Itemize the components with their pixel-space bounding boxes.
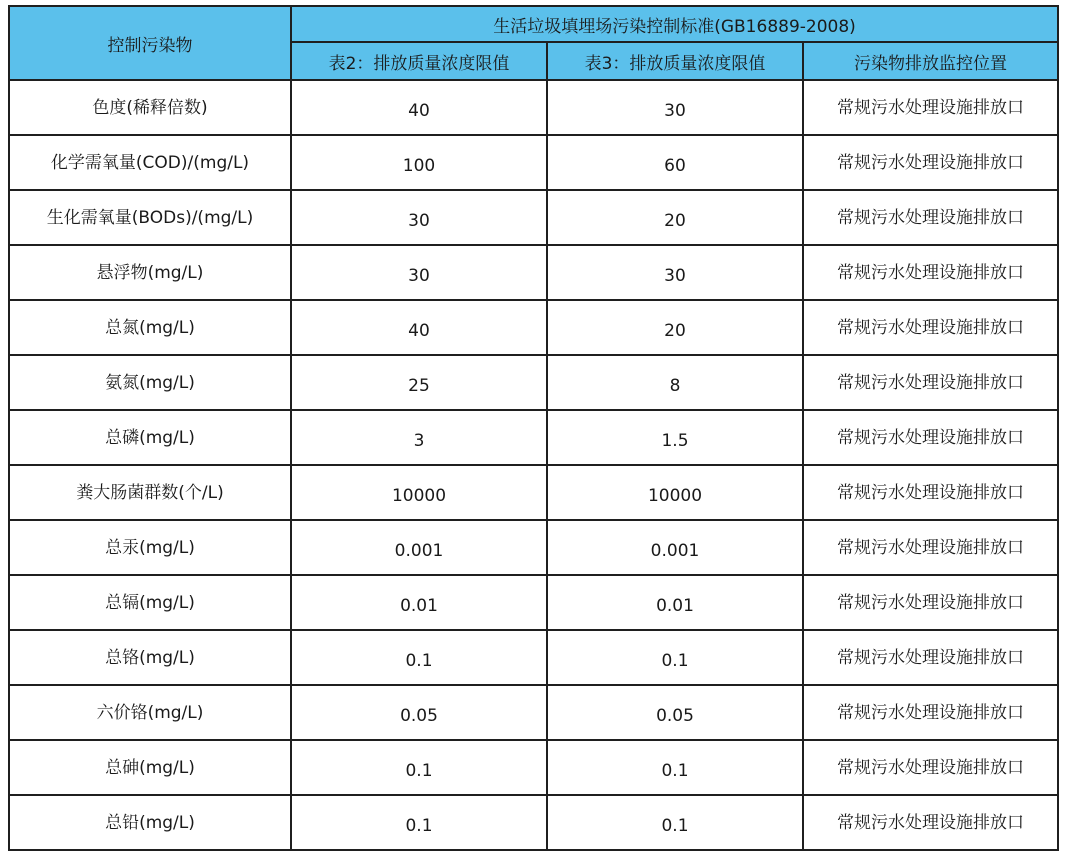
header-row-1 <box>9 6 1058 42</box>
header-monitor-location: 污染物排放监控位置 <box>803 42 1058 80</box>
cell-monitor-location: 常规污水处理设施排放口 <box>803 245 1058 300</box>
header-pollutant: 控制污染物 <box>9 6 291 80</box>
table-row <box>9 300 1058 355</box>
cell-table3-value: 8 <box>547 355 803 410</box>
cell-table2-value: 40 <box>291 300 547 355</box>
cell-pollutant: 总氮(mg/L) <box>9 300 291 355</box>
cell-monitor-location: 常规污水处理设施排放口 <box>803 465 1058 520</box>
cell-monitor-location: 常规污水处理设施排放口 <box>803 685 1058 740</box>
cell-pollutant: 总铅(mg/L) <box>9 795 291 850</box>
cell-monitor-location: 常规污水处理设施排放口 <box>803 135 1058 190</box>
cell-table3-value: 0.1 <box>547 740 803 795</box>
cell-pollutant: 悬浮物(mg/L) <box>9 245 291 300</box>
cell-table3-value: 0.01 <box>547 575 803 630</box>
cell-monitor-location: 常规污水处理设施排放口 <box>803 520 1058 575</box>
cell-monitor-location: 常规污水处理设施排放口 <box>803 190 1058 245</box>
cell-table2-value: 0.1 <box>291 795 547 850</box>
header-table2-limit: 表2：排放质量浓度限值 <box>291 42 547 80</box>
table-row <box>9 245 1058 300</box>
cell-table2-value: 3 <box>291 410 547 465</box>
table-row <box>9 630 1058 685</box>
cell-pollutant: 色度(稀释倍数) <box>9 80 291 135</box>
table-body <box>9 80 1058 850</box>
standards-table-container <box>8 5 1059 851</box>
header-standard-title: 生活垃圾填埋场污染控制标准(GB16889-2008) <box>291 6 1058 42</box>
table-row <box>9 410 1058 465</box>
cell-monitor-location: 常规污水处理设施排放口 <box>803 795 1058 850</box>
table-row <box>9 795 1058 850</box>
cell-monitor-location: 常规污水处理设施排放口 <box>803 355 1058 410</box>
cell-monitor-location: 常规污水处理设施排放口 <box>803 630 1058 685</box>
cell-monitor-location: 常规污水处理设施排放口 <box>803 740 1058 795</box>
table-row <box>9 740 1058 795</box>
cell-monitor-location: 常规污水处理设施排放口 <box>803 300 1058 355</box>
table-row <box>9 80 1058 135</box>
cell-table3-value: 10000 <box>547 465 803 520</box>
cell-table3-value: 0.1 <box>547 630 803 685</box>
cell-table2-value: 0.001 <box>291 520 547 575</box>
cell-pollutant: 六价铬(mg/L) <box>9 685 291 740</box>
cell-table2-value: 25 <box>291 355 547 410</box>
cell-pollutant: 总汞(mg/L) <box>9 520 291 575</box>
cell-pollutant: 总砷(mg/L) <box>9 740 291 795</box>
table-row <box>9 685 1058 740</box>
cell-table2-value: 100 <box>291 135 547 190</box>
cell-table3-value: 60 <box>547 135 803 190</box>
pollution-standards-table <box>8 5 1059 851</box>
cell-table2-value: 0.1 <box>291 630 547 685</box>
cell-table3-value: 20 <box>547 190 803 245</box>
cell-table3-value: 0.05 <box>547 685 803 740</box>
cell-monitor-location: 常规污水处理设施排放口 <box>803 80 1058 135</box>
cell-table2-value: 30 <box>291 190 547 245</box>
table-row <box>9 190 1058 245</box>
cell-table2-value: 40 <box>291 80 547 135</box>
cell-table2-value: 0.1 <box>291 740 547 795</box>
table-row <box>9 575 1058 630</box>
cell-table2-value: 10000 <box>291 465 547 520</box>
cell-table3-value: 20 <box>547 300 803 355</box>
header-table3-limit: 表3：排放质量浓度限值 <box>547 42 803 80</box>
cell-table2-value: 0.01 <box>291 575 547 630</box>
table-header <box>9 6 1058 80</box>
table-row <box>9 465 1058 520</box>
cell-pollutant: 氨氮(mg/L) <box>9 355 291 410</box>
table-row <box>9 355 1058 410</box>
cell-table3-value: 30 <box>547 80 803 135</box>
cell-monitor-location: 常规污水处理设施排放口 <box>803 410 1058 465</box>
cell-pollutant: 化学需氧量(COD)/(mg/L) <box>9 135 291 190</box>
cell-table3-value: 1.5 <box>547 410 803 465</box>
cell-table2-value: 30 <box>291 245 547 300</box>
cell-monitor-location: 常规污水处理设施排放口 <box>803 575 1058 630</box>
table-row <box>9 520 1058 575</box>
cell-pollutant: 粪大肠菌群数(个/L) <box>9 465 291 520</box>
cell-pollutant: 生化需氧量(BODs)/(mg/L) <box>9 190 291 245</box>
cell-pollutant: 总镉(mg/L) <box>9 575 291 630</box>
cell-table2-value: 0.05 <box>291 685 547 740</box>
table-row <box>9 135 1058 190</box>
cell-table3-value: 30 <box>547 245 803 300</box>
cell-pollutant: 总铬(mg/L) <box>9 630 291 685</box>
cell-table3-value: 0.1 <box>547 795 803 850</box>
cell-pollutant: 总磷(mg/L) <box>9 410 291 465</box>
cell-table3-value: 0.001 <box>547 520 803 575</box>
